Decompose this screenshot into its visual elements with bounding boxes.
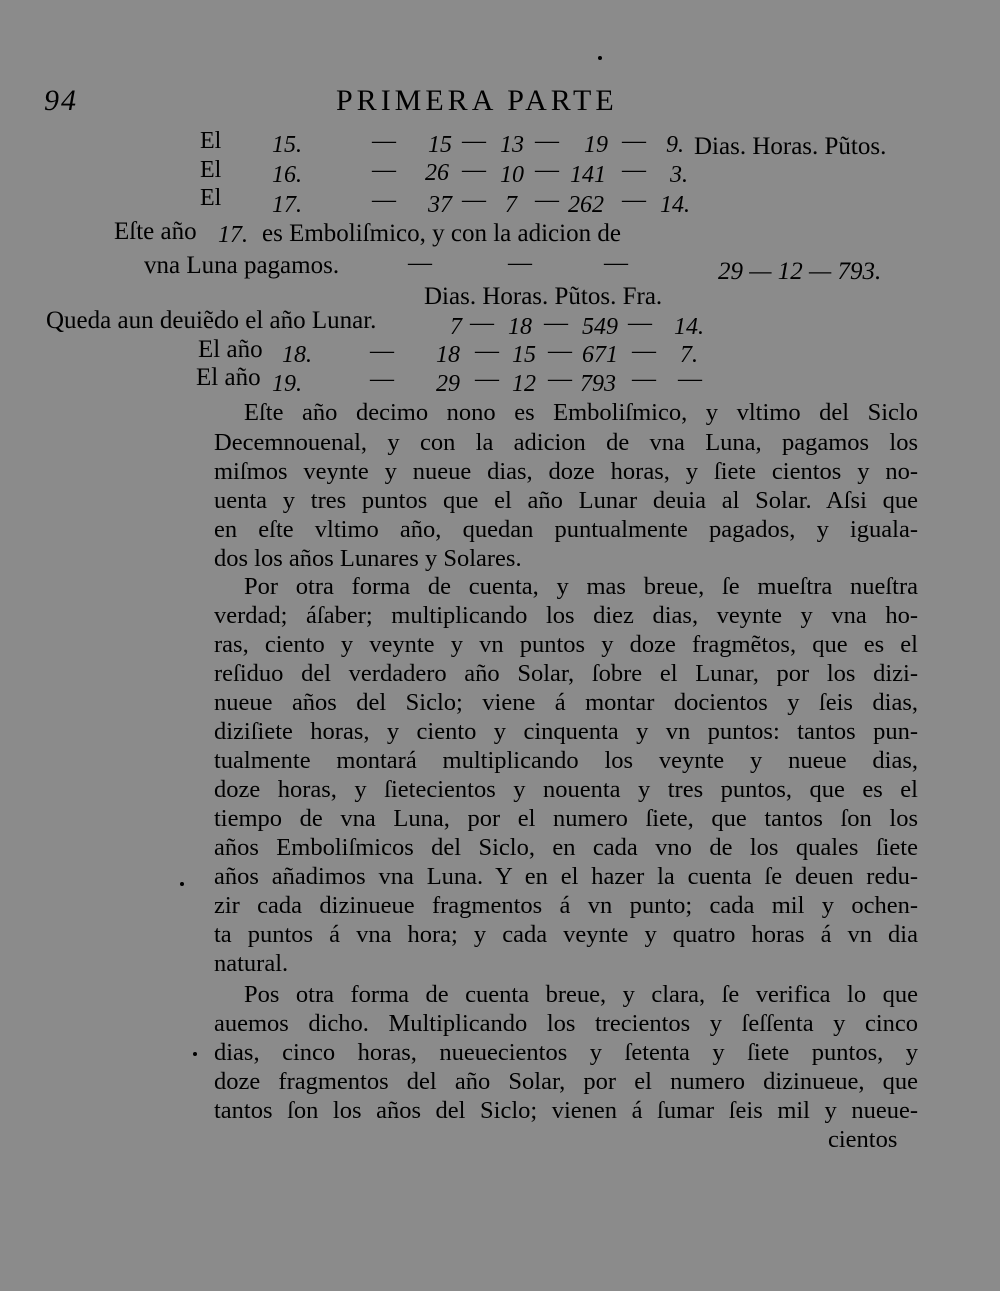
row-year: 16. [272,162,302,188]
row-days: 37 [428,192,452,218]
text-line: años Emboliſmicos del Siclo, en cada vno de los quales ſiete [214,834,918,861]
text-line: tualmente montará multiplicando los veynte y nueue dias, [214,747,918,774]
row-label: El año [198,336,263,363]
text-line: dos los años Lunares y Solares. [214,545,522,572]
dash: — [372,157,396,183]
dash: — [535,128,559,154]
row-hours: 13 [500,132,524,158]
row-frag: — [678,366,702,392]
row-days: 15 [428,132,452,158]
text-line: miſmos veynte y nueue dias, doze horas, y ſiete cientos y no- [214,458,918,485]
row-hours: 12 [512,371,536,397]
text-line: en eſte vltimo año, quedan puntualmente pagados, y iguala- [214,516,918,543]
row-hours: 15 [512,342,536,368]
row-label: Queda aun deuiẽdo el año Lunar. [46,307,377,334]
row-days: 18 [436,342,460,368]
ink-speck [193,1052,197,1056]
text-line: Por otra forma de cuenta, y mas breue, ſe mueſtra nueſtra [244,573,918,600]
dash: — [622,187,646,213]
text-line: dias, cinco horas, nueuecientos y ſetenta y ſiete puntos, y [214,1039,918,1066]
row-points: 671 [582,342,618,368]
row-label: El [200,185,222,211]
dash: — [470,310,494,336]
row-label: El año [196,364,261,391]
note-text: Eſte año [114,218,197,245]
text-line: auemos dicho. Multiplicando los trecientos y ſeſſenta y cinco [214,1010,918,1037]
dash: — [548,338,572,364]
dash: — [535,157,559,183]
row-days: 26 [425,160,449,186]
dash: — [632,366,656,392]
row-year: 17. [272,192,302,218]
row-label: El [200,157,222,183]
note-year: 17. [218,222,248,248]
dash: — [622,157,646,183]
row-points: 262 [568,192,604,218]
text-line: diziſiete horas, y ciento y cinquenta y vn puntos: tantos pun- [214,718,918,745]
text-line: Pos otra forma de cuenta breue, y clara, ſe verifica lo que [244,981,918,1008]
row-hours: 10 [500,162,524,188]
dash: — [548,366,572,392]
text-line: Eſte año decimo nono es Emboliſmico, y vltimo del Siclo [244,399,918,426]
row-points: 19 [584,132,608,158]
units-header: Dias. Horas. Pũtos. [694,133,887,160]
dash: — [632,338,656,364]
text-line: años añadimos vna Luna. Y en el hazer la cuenta ſe deuen redu- [214,863,918,890]
dash: — [535,187,559,213]
row-points: 549 [582,314,618,340]
dash: — [508,250,532,276]
row-hours: 7 [505,192,517,218]
text-line: tiempo de vna Luna, por el numero ſiete, que tantos ſon los [214,805,918,832]
dash: — [370,366,394,392]
catchword: cientos [828,1126,898,1153]
note-text: vna Luna pagamos. [144,252,340,279]
dash: — [372,128,396,154]
row-points: 141 [570,162,606,188]
row-frag: 9. [666,132,684,158]
text-line: uenta y tres puntos que el año Lunar deuia al Solar. Aſsi que [214,487,918,514]
ink-speck [180,882,184,886]
note-values: 29 — 12 — 793. [718,258,882,285]
text-line: tantos ſon los años del Siclo; vienen á ſumar ſeis mil y nueue- [214,1097,918,1124]
text-line: natural. [214,950,289,977]
text-line: reſiduo del verdadero año Solar, ſobre el Lunar, por los dizi- [214,660,918,687]
note-text: es Emboliſmico, y con la adicion de [262,220,621,247]
text-line: doze horas, y ſietecientos y nouenta y tres puntos, que es el [214,776,918,803]
row-hours: 18 [508,314,532,340]
text-line: nueue años del Siclo; viene á montar docientos y ſeis dias, [214,689,918,716]
dash: — [462,157,486,183]
dash: — [475,366,499,392]
dash: — [462,187,486,213]
row-frag: 7. [680,342,698,368]
page-number: 94 [44,84,78,117]
dash: — [370,338,394,364]
text-line: Decemnouenal, y con la adicion de vna Luna, pagamos los [214,429,918,456]
row-frag: 3. [670,162,688,188]
text-line: ta puntos á vna hora; y cada veynte y quatro horas á vn dia [214,921,918,948]
dash: — [372,187,396,213]
row-frag: 14. [674,314,704,340]
row-frag: 14. [660,192,690,218]
text-line: ras, ciento y veynte y vn puntos y doze fragmẽtos, que es el [214,631,918,658]
dash: — [408,250,432,276]
text-line: verdad; áſaber; multiplicando los diez dias, veynte y vna ho- [214,602,918,629]
row-year: 18. [282,342,312,368]
text-line: doze fragmentos del año Solar, por el numero dizinueue, que [214,1068,918,1095]
dash: — [622,128,646,154]
row-days: 29 [436,371,460,397]
dash: — [544,310,568,336]
row-days: 7 [450,314,462,340]
units-line: Dias. Horas. Pũtos. Fra. [424,283,663,310]
dash: — [462,128,486,154]
dash: — [475,338,499,364]
row-points: 793 [580,371,616,397]
ink-speck [598,56,602,60]
row-year: 19. [272,371,302,397]
dash: — [628,310,652,336]
row-label: El [200,128,222,154]
text-line: zir cada dizinueue fragmentos á vn punto; cada mil y ochen- [214,892,918,919]
row-year: 15. [272,132,302,158]
dash: — [604,250,628,276]
running-head: PRIMERA PARTE [336,84,618,117]
